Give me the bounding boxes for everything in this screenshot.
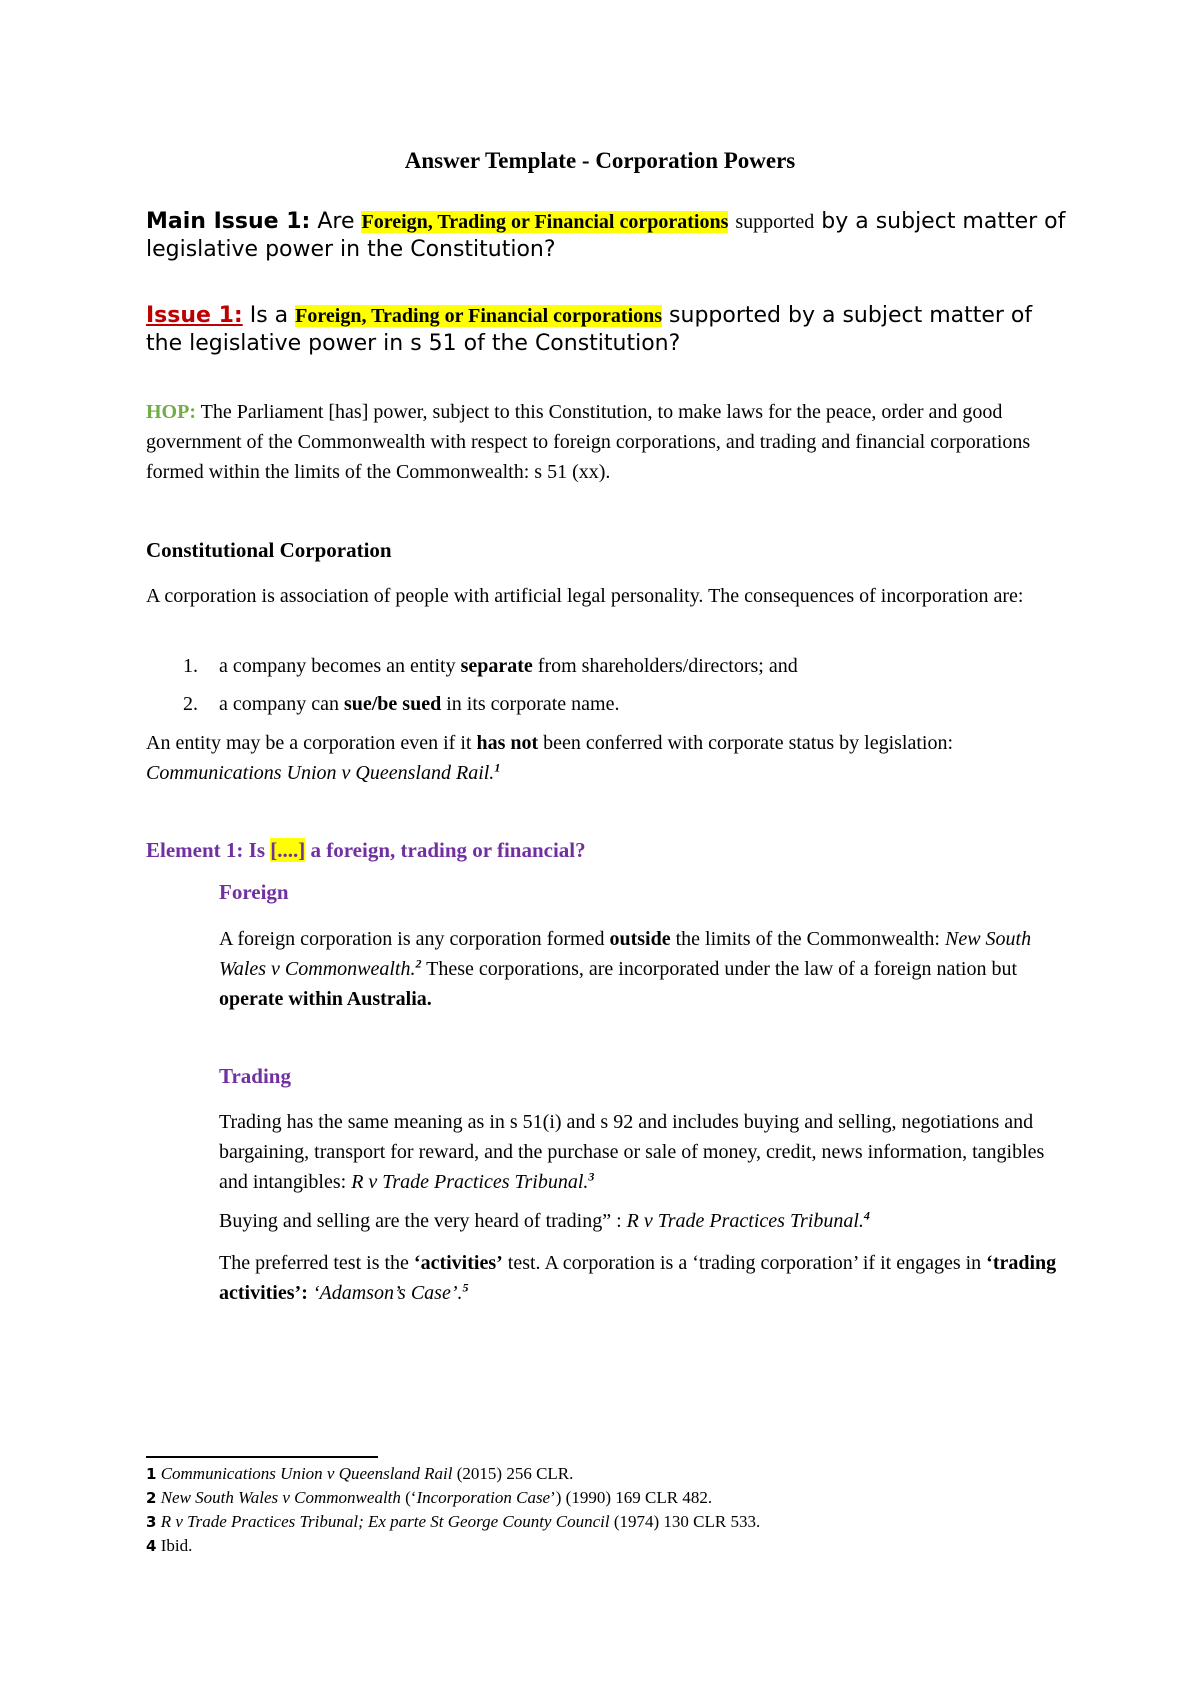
- foreign-paragraph: A foreign corporation is any corporation formed outside the limits of the Commonwealth: New South Wales v Commonwealth.$^2$ These corporations, are incorporated under the law of a foreign nation but operate within Australia.: [219, 928, 1032, 1010]
- main-issue-highlight: Foreign, Trading or Financial corporations: [361, 211, 729, 233]
- trading-paragraph-1: Trading has the same meaning as in s 51(i) and s 92 and includes buying and selling, negotiations and bargaining, transport for reward, and the purchase or sale of money, credit, news information, tangibles and intangibles: R v Trade Practices Tribunal.$^3$: [219, 1111, 1045, 1193]
- issue-1: Issue 1: Is a Foreign, Trading or Financial corporations supported by a subject matter of the legislative power in s 51 of the Constitution?: [146, 303, 1033, 356]
- constitutional-intro: A corporation is association of people with artificial legal personality. The consequences of incorporation are:: [146, 585, 1024, 607]
- footnote-ref[interactable]: 4: [863, 1208, 870, 1223]
- case-citation: New South Wales v Commonwealth.: [219, 928, 1032, 980]
- hop-label: HOP:: [146, 401, 196, 423]
- hop-paragraph: HOP: The Parliament [has] power, subject to this Constitution, to make laws for the peace, order and good government of the Commonwealth with respect to foreign corporations, and trading and financial corporations formed within the limits of the Commonwealth: s 51 (xx).: [146, 401, 1031, 483]
- main-issue-label: Main Issue 1:: [146, 209, 311, 234]
- footnote-1: 1 Communications Union v Queensland Rail (2015) 256 CLR.: [146, 1464, 574, 1483]
- foreign-heading: Foreign: [219, 880, 289, 904]
- footnote-ref[interactable]: 3: [588, 1169, 595, 1184]
- element-1-heading: Element 1: Is [....] a foreign, trading or financial?: [146, 838, 586, 862]
- issue-1-label: Issue 1:: [146, 303, 243, 328]
- consequences-list: [146, 651, 1066, 727]
- issue-1-highlight: Foreign, Trading or Financial corporations: [295, 305, 663, 327]
- case-citation: Communications Union v Queensland Rail.: [146, 762, 495, 784]
- entity-paragraph: An entity may be a corporation even if it has not been conferred with corporate status by legislation: Communications Union v Queensland Rail.$^1$: [146, 732, 954, 784]
- footnote-2: 2 New South Wales v Commonwealth (‘Incorporation Case’) (1990) 169 CLR 482.: [146, 1488, 713, 1507]
- footnote-separator: [146, 1456, 378, 1458]
- trading-paragraph-2: Buying and selling are the very heard of trading” : R v Trade Practices Tribunal.$^4$: [219, 1208, 870, 1232]
- footnote-3: 3 R v Trade Practices Tribunal; Ex parte St George County Council (1974) 130 CLR 533.: [146, 1512, 761, 1531]
- footnote-ref[interactable]: 1: [494, 760, 501, 775]
- case-citation: R v Trade Practices Tribunal.: [351, 1171, 589, 1193]
- page-title: Answer Template - Corporation Powers: [404, 148, 796, 173]
- trading-paragraph-3: The preferred test is the ‘activities’ test. A corporation is a ‘trading corporation’ if it engages in ‘trading activities’: ‘Adamson’s Case’.$^5$: [219, 1252, 1057, 1304]
- footnote-ref[interactable]: 2: [415, 956, 422, 971]
- case-citation: ‘Adamson’s Case’.: [312, 1282, 463, 1304]
- constitutional-heading: Constitutional Corporation: [146, 538, 392, 562]
- footnote-4: 4 Ibid.: [146, 1536, 193, 1555]
- list-item: 1. a company becomes an entity separate from shareholders/directors; and: [183, 655, 798, 677]
- case-citation: R v Trade Practices Tribunal.: [626, 1210, 864, 1232]
- footnote-ref[interactable]: 5: [462, 1280, 469, 1295]
- trading-heading: Trading: [219, 1064, 291, 1088]
- main-issue: Main Issue 1: Are Foreign, Trading or Financial corporations supported by a subject matter of legislative power in the Constitution?: [146, 209, 1066, 262]
- list-item: 2. a company can sue/be sued in its corporate name.: [183, 693, 620, 715]
